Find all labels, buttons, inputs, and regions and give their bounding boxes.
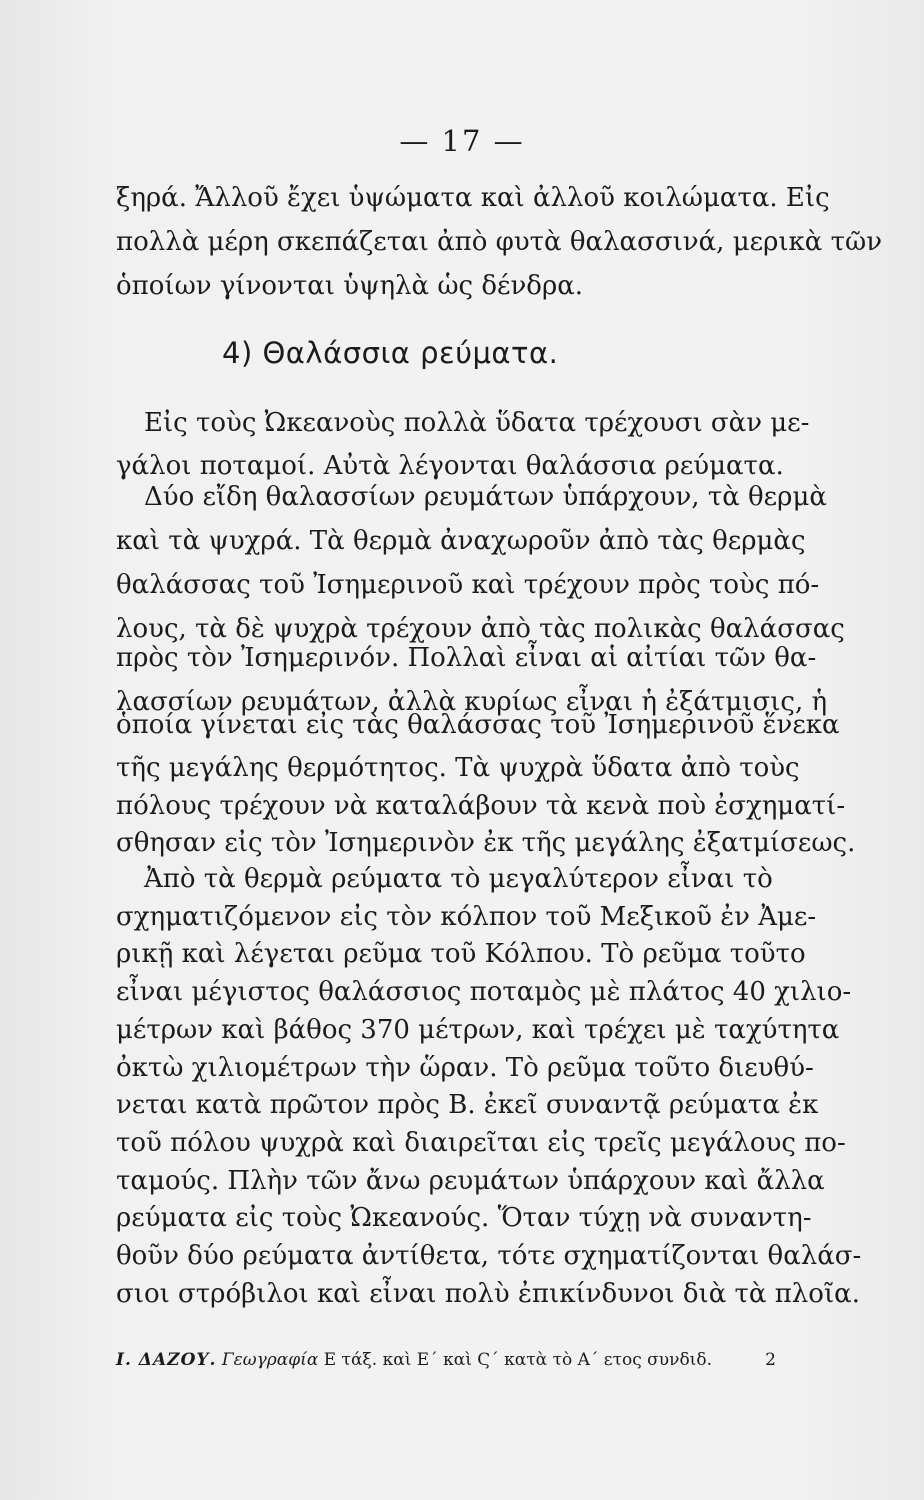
text-line: καὶ τὰ ψυχρά. Τὰ θερμὰ ἀναχωροῦν ἀπὸ τὰς θερμὰς bbox=[116, 526, 806, 556]
footer-author: Ι. ΔΑΖΟΥ. bbox=[116, 1350, 217, 1370]
text-line: νεται κατὰ πρῶτον πρὸς Β. ἐκεῖ συναντᾷ ρεύματα ἐκ bbox=[116, 1090, 819, 1120]
footer-details: Ε τάξ. καὶ Ε΄ καὶ Ϛ΄ κατὰ τὸ Α΄ ετος συνδιδ. bbox=[323, 1350, 712, 1370]
text-line: σχηματιζόμενον εἰς τὸν κόλπον τοῦ Μεξικοῦ ἐν Ἀμε- bbox=[116, 902, 817, 932]
text-line: τῆς μεγάλης θερμότητος. Τὰ ψυχρὰ ὕδατα ἀπὸ τοὺς bbox=[116, 753, 800, 783]
text-line: μέτρων καὶ βάθος 370 μέτρων, καὶ τρέχει μὲ ταχύτητα bbox=[116, 1015, 840, 1045]
text-line: πόλους τρέχουν νὰ καταλάβουν τὰ κενὰ ποὺ ἐσχηματί- bbox=[116, 791, 846, 821]
text-line: γάλοι ποταμοί. Αὐτὰ λέγονται θαλάσσια ρεύματα. bbox=[116, 451, 784, 481]
text-line: λους, τὰ δὲ ψυχρὰ τρέχουν ἀπὸ τὰς πολικὰς θαλάσσας bbox=[116, 614, 845, 644]
text-line: ταμούς. Πλὴν τῶν ἄνω ρευμάτων ὑπάρχουν καὶ ἄλλα bbox=[116, 1166, 825, 1196]
text-line: εἶναι μέγιστος θαλάσσιος ποταμὸς μὲ πλάτος 40 χιλιο- bbox=[116, 977, 852, 1007]
text-line: ρεύματα εἰς τοὺς Ὠκεανούς. Ὅταν τύχῃ νὰ συναντη- bbox=[116, 1203, 812, 1233]
text-line: θαλάσσας τοῦ Ἰσημερινοῦ καὶ τρέχουν πρὸς τοὺς πό- bbox=[116, 570, 820, 600]
text-line: τοῦ πόλου ψυχρὰ καὶ διαιρεῖται εἰς τρεῖς μεγάλους πο- bbox=[116, 1128, 846, 1158]
text-line: ρικῇ καὶ λέγεται ρεῦμα τοῦ Κόλπου. Τὸ ρεῦμα τοῦτο bbox=[116, 939, 806, 969]
text-line: σιοι στρόβιλοι καὶ εἶναι πολὺ ἐπικίνδυνοι διὰ τὰ πλοῖα. bbox=[116, 1279, 860, 1309]
text-line: πρὸς τὸν Ἰσημερινόν. Πολλαὶ εἶναι αἱ αἰτίαι τῶν θα- bbox=[116, 643, 817, 673]
text-line: ξηρά. Ἄλλοῦ ἔχει ὑψώματα καὶ ἀλλοῦ κοιλώματα. Εἰς bbox=[116, 183, 830, 213]
text-line: σθησαν εἰς τὸν Ἰσημερινὸν ἐκ τῆς μεγάλης ἐξατμίσεως. bbox=[116, 828, 856, 858]
text-line: Εἰς τοὺς Ὠκεανοὺς πολλὰ ὕδατα τρέχουσι σὰν με- bbox=[144, 408, 810, 438]
footer-title: Γεωγραφία bbox=[221, 1350, 319, 1370]
footer-imprint bbox=[116, 1346, 776, 1374]
text-line: λασσίων ρευμάτων, ἀλλὰ κυρίως εἶναι ἡ ἐξάτμισις, ἡ bbox=[116, 687, 828, 717]
text-line: Ἀπὸ τὰ θερμὰ ρεύματα τὸ μεγαλύτερον εἶναι τὸ bbox=[144, 864, 773, 894]
text-line: Δύο εἴδη θαλασσίων ρευμάτων ὑπάρχουν, τὰ θερμὰ bbox=[144, 482, 827, 512]
signature-mark: 2 bbox=[765, 1350, 776, 1370]
text-line: θοῦν δύο ρεύματα ἀντίθετα, τότε σχηματίζονται θαλάσ- bbox=[116, 1241, 862, 1271]
text-line: ὁποία γίνεται εἰς τὰς θαλάσσας τοῦ Ἰσημερινοῦ ἕνεκα bbox=[116, 710, 840, 740]
section-heading: 4) Θαλάσσια ρεύματα. bbox=[222, 336, 559, 370]
page-number: — 17 — bbox=[399, 124, 525, 158]
text-line: ὀκτὼ χιλιομέτρων τὴν ὥραν. Τὸ ρεῦμα τοῦτο διευθύ- bbox=[116, 1053, 814, 1083]
text-line: πολλὰ μέρη σκεπάζεται ἀπὸ φυτὰ θαλασσινά, μερικὰ τῶν bbox=[116, 227, 883, 257]
text-line: ὁποίων γίνονται ὑψηλὰ ὡς δένδρα. bbox=[116, 271, 584, 301]
